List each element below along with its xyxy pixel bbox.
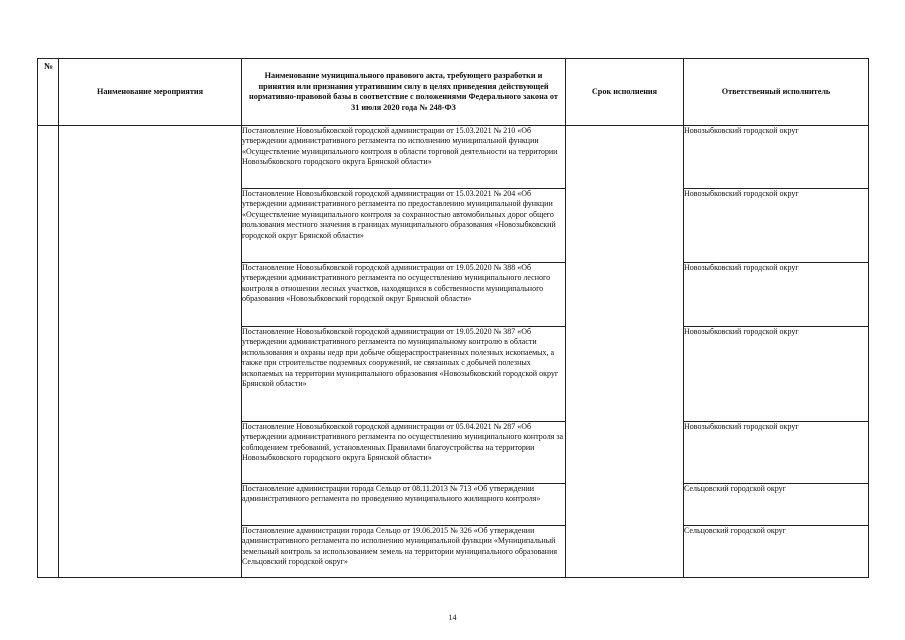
responsible-cell: Новозыбковский городской округ [684,422,869,484]
header-number: № [38,59,59,126]
table-header-row [38,59,869,126]
table-row [38,126,869,189]
event-cell [59,126,242,578]
responsible-cell: Новозыбковский городской округ [684,189,869,263]
act-cell: Постановление Новозыбковской городской администрации от 19.05.2020 № 388 «Об утверждении административного регламента по осуществлению муниципального лесного контроля в отношении лесных участков, находящихся в собственности муниципального образования «Новозыбковский городской округ Брянской области» [242,263,566,327]
act-cell: Постановление администрации города Сельцо от 08.11.2013 № 713 «Об утверждении административного регламента по проведению муниципального жилищного контроля» [242,484,566,526]
regulation-table [37,58,869,578]
header-responsible: Ответственный исполнитель [684,59,869,126]
responsible-cell: Сельцовский городской округ [684,526,869,578]
header-act-name: Наименование муниципального правового акта, требующего разработки и принятия или признания утратившим силу в целях приведения действующей нормативно-правовой базы в соответствие с положениями Федерального закона от 31 июля 2020 года № 248-ФЗ [242,59,566,126]
deadline-cell [566,126,684,578]
responsible-cell: Новозыбковский городской округ [684,126,869,189]
act-cell: Постановление Новозыбковской городской администрации от 15.03.2021 № 210 «Об утверждении административного регламента по исполнению муниципальной функции «Осуществление муниципального контроля в области торговой деятельности на территории Новозыбковского городского округа Брянской области» [242,126,566,189]
header-event-name: Наименование мероприятия [59,59,242,126]
responsible-cell: Новозыбковский городской округ [684,327,869,422]
act-cell: Постановление Новозыбковской городской администрации от 19.05.2020 № 387 «Об утверждении административного регламента по муниципальному контролю в области использования и охраны недр при добыче общераспространенных полезных ископаемых, а также при строительстве подземных сооружений, не связанных с добычей полезных ископаемых на территории муниципального образования «Новозыбковский городской округ Брянской области» [242,327,566,422]
header-deadline: Срок исполнения [566,59,684,126]
page-number: 14 [448,613,457,622]
responsible-cell: Новозыбковский городской округ [684,263,869,327]
act-cell: Постановление администрации города Сельцо от 19.06.2015 № 326 «Об утверждении административного регламента по исполнению муниципальной функции «Муниципальный земельный контроль за использованием земель на территории муниципального образования Сельцовский городской округ» [242,526,566,578]
number-cell [38,126,59,578]
responsible-cell: Сельцовский городской округ [684,484,869,526]
act-cell: Постановление Новозыбковской городской администрации от 15.03.2021 № 204 «Об утверждении административного регламента по предоставлению муниципальной функции «Осуществление муниципального контроля за сохранностью автомобильных дорог общего пользования местного значения в границах муниципального образования «Новозыбковский городской округ Брянской области» [242,189,566,263]
act-cell: Постановление Новозыбковской городской администрации от 05.04.2021 № 287 «Об утверждении административного регламента по осуществлению муниципального контроля за соблюдением требований, установленных Правилами благоустройства на территории Новозыбковского городского округа Брянской области» [242,422,566,484]
